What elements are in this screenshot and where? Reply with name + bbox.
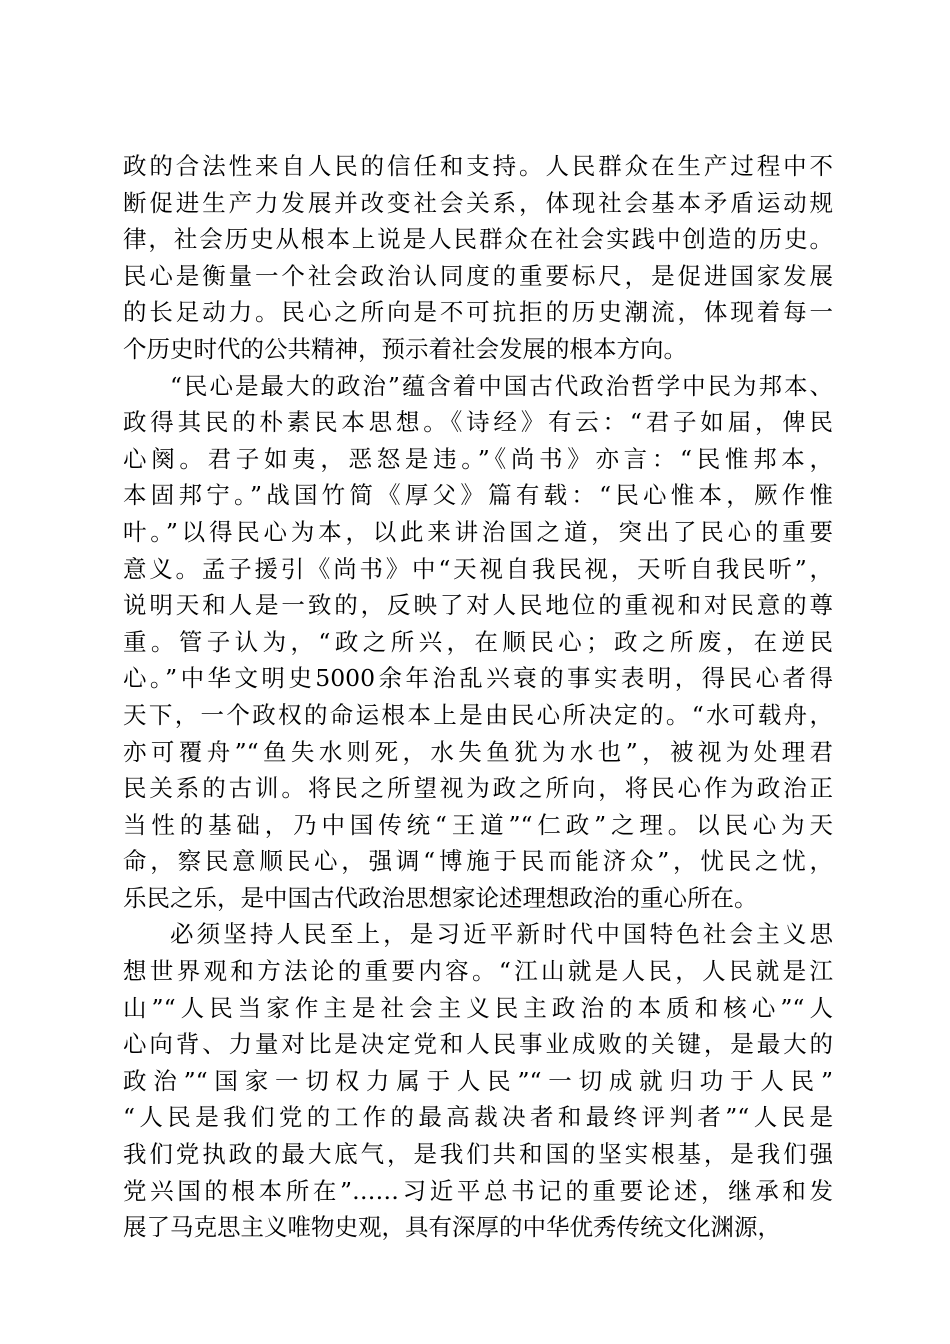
text-line: 乐民之乐，是中国古代政治思想家论述理想政治的重心所在。 [123, 883, 758, 912]
text-line: 本固邦宁。”战国竹简《厚父》篇有载：“民心惟本，厥作惟 [123, 481, 833, 510]
text-line: 律，社会历史从根本上说是人民群众在社会实践中创造的历史。 [123, 225, 833, 254]
text-line: 展了马克思主义唯物史观，具有深厚的中华优秀传统文化渊源， [123, 1213, 781, 1242]
text-line: 心向背、力量对比是决定党和人民事业成败的关键，是最大的 [123, 1030, 833, 1059]
text-line: “人民是我们党的工作的最高裁决者和最终评判者”“人民是 [123, 1103, 833, 1132]
text-line: 民心是衡量一个社会政治认同度的重要标尺，是促进国家发展 [123, 261, 833, 290]
text-line: 政的合法性来自人民的信任和支持。人民群众在生产过程中不 [123, 152, 833, 180]
text-line: 亦可覆舟”“鱼失水则死，水失鱼犹为水也”，被视为处理君 [123, 737, 833, 766]
text-line: 政得其民的朴素民本思想。《诗经》有云：“君子如届，俾民 [123, 408, 833, 437]
paragraph-1 [123, 148, 833, 368]
body-text [123, 148, 833, 1246]
text-line: 天下，一个政权的命运根本上是由民心所决定的。“水可载舟， [123, 700, 833, 729]
text-line: 必须坚持人民至上，是习近平新时代中国特色社会主义思 [170, 920, 833, 949]
text-line: 当性的基础，乃中国传统“王道”“仁政”之理。以民心为天 [123, 810, 833, 839]
text-line: 想世界观和方法论的重要内容。“江山就是人民，人民就是江 [123, 957, 833, 986]
text-line: 山”“人民当家作主是社会主义民主政治的本质和核心”“人 [123, 993, 833, 1022]
text-line: 意义。孟子援引《尚书》中“天视自我民视，天听自我民听”， [123, 554, 833, 583]
text-line: 党兴国的根本所在”……习近平总书记的重要论述，继承和发 [123, 1176, 833, 1205]
text-line: 的长足动力。民心之所向是不可抗拒的历史潮流，体现着每一 [123, 298, 833, 327]
text-line: 民关系的古训。将民之所望视为政之所向，将民心作为政治正 [123, 774, 833, 803]
text-line: 我们党执政的最大底气，是我们共和国的坚实根基，是我们强 [123, 1140, 833, 1169]
text-line: 心阕。君子如夷，恶怒是违。”《尚书》亦言：“民惟邦本， [123, 444, 833, 473]
text-line: 心。”中华文明史5000余年治乱兴衰的事实表明，得民心者得 [123, 664, 833, 693]
text-line: “民心是最大的政治”蕴含着中国古代政治哲学中民为邦本、 [170, 371, 833, 400]
text-line: 政治”“国家一切权力属于人民”“一切成就归功于人民” [123, 1066, 833, 1095]
text-line: 断促进生产力发展并改变社会关系，体现社会基本矛盾运动规 [123, 188, 833, 217]
paragraph-2 [123, 368, 833, 917]
text-line: 重。管子认为，“政之所兴，在顺民心；政之所废，在逆民 [123, 627, 833, 656]
text-line: 说明天和人是一致的，反映了对人民地位的重视和对民意的尊 [123, 591, 833, 620]
paragraph-3 [123, 916, 833, 1245]
text-line: 命，察民意顺民心，强调“博施于民而能济众”，忧民之忧， [123, 847, 833, 876]
text-line: 叶。”以得民心为本，以此来讲治国之道，突出了民心的重要 [123, 517, 833, 546]
text-line: 个历史时代的公共精神，预示着社会发展的根本方向。 [123, 334, 687, 363]
